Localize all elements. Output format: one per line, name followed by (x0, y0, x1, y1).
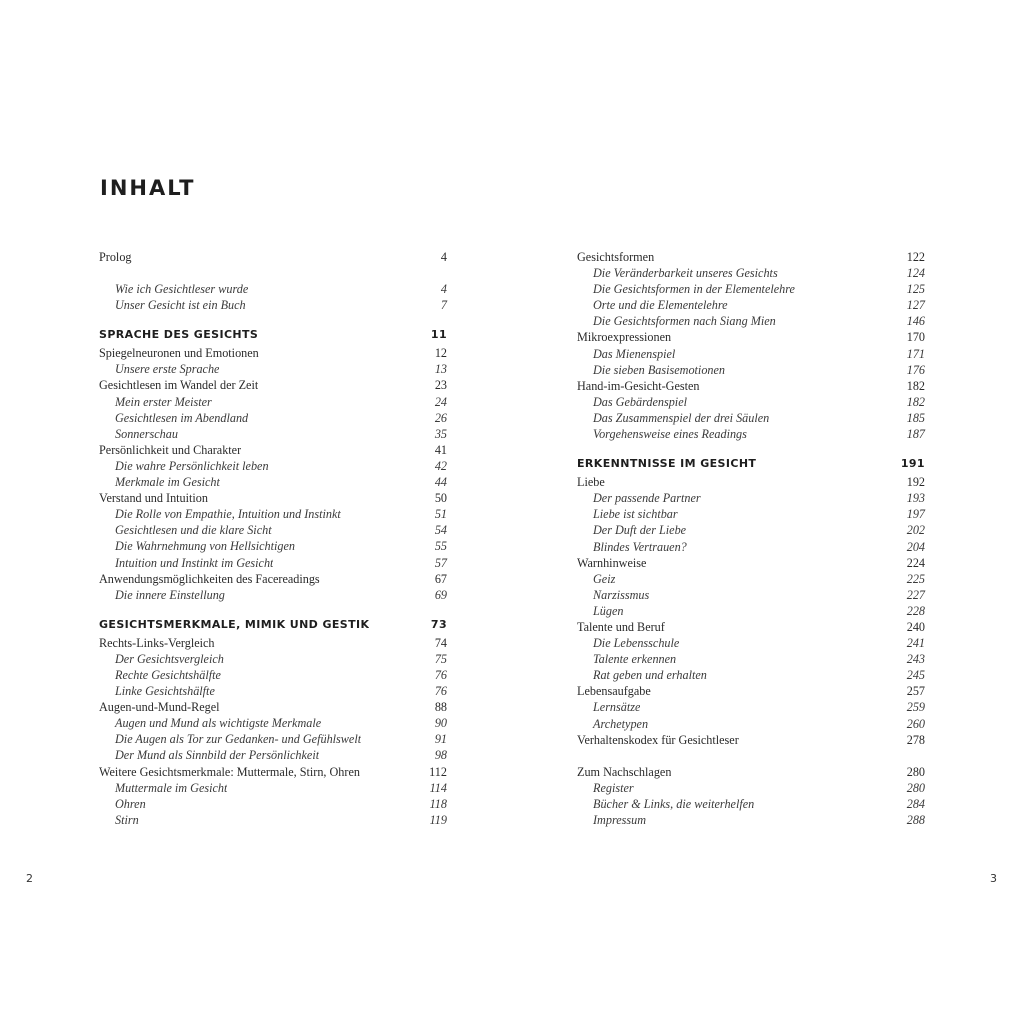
toc-entry-page: 67 (434, 571, 447, 586)
toc-entry-label: Verhaltenskodex für Gesichtleser (577, 732, 739, 747)
toc-entry-sub (577, 490, 925, 506)
toc-entry-sub (577, 780, 925, 796)
toc-entry-sub (577, 265, 925, 281)
toc-entry-label: Archetypen (593, 716, 649, 731)
toc-entry-chapter (577, 764, 925, 780)
toc-entry-page: 224 (906, 555, 925, 570)
toc-entry-label: Narzissmus (593, 587, 650, 602)
toc-entry-sub (99, 683, 447, 699)
toc-entry-label: Die Rolle von Empathie, Intuition und Instinkt (115, 507, 341, 522)
toc-entry-sub (577, 539, 925, 555)
toc-entry-page: 35 (434, 426, 447, 441)
toc-entry-sub (577, 812, 925, 828)
toc-entry-page: 204 (906, 539, 925, 554)
toc-entry-chapter (99, 249, 447, 265)
toc-entry-sub (99, 394, 447, 410)
toc-entry-label: Orte und die Elementelehre (593, 298, 728, 313)
toc-entry-page: 51 (434, 507, 447, 522)
toc-entry-label: Stirn (115, 812, 139, 827)
toc-entry-page: 75 (434, 651, 447, 666)
toc-entry-sub (577, 313, 925, 329)
toc-entry-chapter (577, 732, 925, 748)
toc-entry-page: 23 (434, 378, 447, 393)
toc-entry-page: 11 (430, 328, 447, 342)
toc-entry-label: Blindes Vertrauen? (593, 539, 687, 554)
toc-entry-page: 127 (906, 298, 925, 313)
toc-entry-sub (577, 394, 925, 410)
toc-entry-sub (577, 297, 925, 313)
toc-entry-page: 228 (906, 603, 925, 618)
page-number-right: 3 (990, 872, 997, 885)
toc-right-column (577, 249, 925, 828)
toc-entry-page: 241 (906, 636, 925, 651)
toc-entry-page: 170 (906, 330, 925, 345)
toc-entry-label: Liebe ist sichtbar (593, 507, 678, 522)
toc-entry-page: 119 (429, 812, 447, 827)
toc-entry-page: 288 (906, 813, 925, 827)
toc-entry-page: 171 (906, 346, 925, 361)
toc-entry-chapter (99, 699, 447, 715)
toc-entry-page: 57 (434, 555, 447, 570)
toc-entry-label: Die wahre Persönlichkeit leben (115, 458, 269, 473)
toc-entry-page: 90 (434, 716, 447, 731)
toc-entry-label: Augen und Mund als wichtigste Merkmale (115, 716, 322, 731)
toc-entry-page: 112 (429, 764, 447, 779)
page-number-left: 2 (26, 872, 33, 885)
toc-entry-label: Rechts-Links-Vergleich (99, 635, 215, 650)
toc-entry-page: 74 (434, 635, 447, 650)
toc-entry-sub (99, 361, 447, 377)
toc-entry-page: 125 (906, 282, 925, 297)
toc-entry-chapter (577, 378, 925, 394)
toc-entry-label: Gesichtlesen im Abendland (115, 410, 249, 425)
toc-entry-sub (577, 362, 925, 378)
toc-entry-chapter (99, 442, 447, 458)
toc-entry-label: Muttermale im Gesicht (115, 780, 228, 795)
toc-entry-label: Prolog (99, 250, 132, 264)
toc-entry-page: 76 (434, 667, 447, 682)
toc-entry-page: 227 (906, 587, 925, 602)
toc-entry-page: 187 (906, 427, 925, 442)
toc-entry-sub (99, 796, 447, 812)
toc-entry-sub (577, 667, 925, 683)
toc-entry-sub (99, 281, 447, 297)
toc-entry-page: 146 (906, 314, 925, 329)
toc-entry-page: 12 (434, 346, 447, 361)
toc-entry-section (99, 617, 447, 635)
toc-entry-sub (99, 297, 447, 313)
toc-entry-sub (577, 699, 925, 715)
toc-entry-label: Das Zusammenspiel der drei Säulen (593, 410, 770, 425)
toc-entry-page: 118 (429, 796, 447, 811)
toc-entry-page: 124 (906, 266, 925, 281)
toc-entry-chapter (99, 377, 447, 393)
toc-entry-label: Die innere Einstellung (115, 587, 225, 602)
toc-entry-page: 4 (440, 250, 447, 264)
toc-entry-page: 245 (906, 668, 925, 683)
toc-entry-label: SPRACHE DES GESICHTS (99, 328, 259, 342)
toc-entry-page: 182 (906, 394, 925, 409)
toc-entry-sub (577, 571, 925, 587)
toc-entry-label: Gesichtsformen (577, 250, 655, 264)
toc-entry-label: Register (593, 780, 634, 795)
toc-entry-label: Hand-im-Gesicht-Gesten (577, 378, 700, 393)
toc-entry-page: 280 (906, 780, 925, 795)
toc-entry-page: 50 (434, 491, 447, 506)
toc-entry-label: Sonnerschau (115, 426, 178, 441)
toc-entry-sub (99, 522, 447, 538)
toc-entry-label: Das Gebärdenspiel (593, 394, 687, 409)
toc-entry-page: 197 (906, 507, 925, 522)
toc-entry-label: Die Gesichtsformen nach Siang Mien (593, 314, 776, 329)
toc-entry-page: 240 (906, 619, 925, 634)
toc-entry-page: 54 (434, 523, 447, 538)
toc-entry-page: 41 (434, 442, 447, 457)
toc-entry-page: 26 (434, 410, 447, 425)
toc-entry-page: 98 (434, 748, 447, 763)
toc-entry-label: Warnhinweise (577, 555, 647, 570)
toc-entry-page: 114 (429, 780, 447, 795)
toc-entry-label: Gesichtlesen und die klare Sicht (115, 523, 272, 538)
toc-entry-label: Der Duft der Liebe (593, 523, 687, 538)
toc-entry-chapter (99, 345, 447, 361)
toc-entry-label: Persönlichkeit und Charakter (99, 442, 242, 457)
toc-entry-page: 278 (906, 732, 925, 747)
toc-title: INHALT (100, 176, 196, 200)
toc-entry-page: 176 (906, 362, 925, 377)
toc-entry-label: Intuition und Instinkt im Gesicht (115, 555, 274, 570)
toc-entry-sub (577, 587, 925, 603)
toc-entry-sub (577, 281, 925, 297)
spacer (577, 748, 925, 764)
toc-entry-label: Die Gesichtsformen in der Elementelehre (593, 282, 795, 297)
toc-entry-label: Geiz (593, 571, 616, 586)
toc-entry-label: Die Augen als Tor zur Gedanken- und Gefühlswelt (115, 732, 362, 747)
toc-entry-label: Der Mund als Sinnbild der Persönlichkeit (115, 748, 320, 763)
toc-entry-sub (577, 716, 925, 732)
toc-entry-label: Rat geben und erhalten (593, 668, 707, 683)
toc-entry-label: Ohren (115, 796, 146, 811)
toc-entry-sub (577, 346, 925, 362)
toc-entry-sub (99, 474, 447, 490)
toc-entry-page: 284 (906, 796, 925, 811)
toc-entry-label: Die Wahrnehmung von Hellsichtigen (115, 539, 295, 554)
toc-entry-sub (99, 538, 447, 554)
toc-entry-page: 13 (434, 362, 447, 377)
toc-entry-label: Mikroexpressionen (577, 330, 672, 345)
toc-entry-label: Anwendungsmöglichkeiten des Facereadings (99, 571, 320, 586)
toc-entry-chapter (99, 571, 447, 587)
toc-entry-page: 280 (906, 764, 925, 779)
toc-entry-label: Spiegelneuronen und Emotionen (99, 346, 259, 361)
toc-entry-label: Unser Gesicht ist ein Buch (115, 298, 246, 313)
toc-entry-label: Der Gesichtsvergleich (115, 651, 224, 666)
toc-left-column (99, 249, 447, 828)
toc-entry-chapter (99, 635, 447, 651)
toc-entry-page: 55 (434, 539, 447, 554)
toc-entry-label: Vorgehensweise eines Readings (593, 427, 747, 442)
toc-entry-label: Impressum (593, 813, 647, 827)
toc-entry-sub (99, 667, 447, 683)
toc-entry-page: 193 (906, 491, 925, 506)
toc-entry-chapter (577, 329, 925, 345)
toc-entry-sub (577, 603, 925, 619)
toc-entry-label: Liebe (577, 475, 605, 490)
toc-entry-sub (99, 747, 447, 763)
toc-entry-label: Linke Gesichtshälfte (115, 684, 215, 699)
toc-entry-sub (99, 731, 447, 747)
toc-entry-sub (577, 410, 925, 426)
toc-entry-label: Lebensaufgabe (577, 684, 651, 699)
toc-entry-sub (99, 426, 447, 442)
toc-entry-label: Talente erkennen (593, 652, 677, 667)
toc-entry-chapter (99, 490, 447, 506)
toc-entry-page: 202 (906, 523, 925, 538)
toc-entry-page: 24 (434, 394, 447, 409)
toc-entry-page: 192 (906, 475, 925, 490)
toc-entry-sub (99, 458, 447, 474)
toc-entry-sub (99, 555, 447, 571)
toc-entry-page: 225 (906, 571, 925, 586)
toc-entry-page: 122 (906, 250, 925, 264)
toc-entry-section (577, 456, 925, 474)
toc-entry-page: 182 (906, 378, 925, 393)
toc-entry-label: Lernsätze (593, 700, 641, 715)
toc-entry-label: Gesichtlesen im Wandel der Zeit (99, 378, 259, 393)
toc-entry-sub (99, 780, 447, 796)
toc-entry-sub (99, 651, 447, 667)
toc-entry-label: Talente und Beruf (577, 619, 665, 634)
toc-entry-sub (577, 506, 925, 522)
toc-entry-label: Die Lebensschule (593, 636, 680, 651)
toc-entry-label: Verstand und Intuition (99, 491, 208, 506)
toc-entry-page: 42 (434, 458, 447, 473)
toc-entry-page: 73 (430, 617, 447, 631)
toc-entry-page: 259 (906, 700, 925, 715)
toc-entry-sub (577, 651, 925, 667)
toc-entry-page: 44 (434, 475, 447, 490)
toc-entry-section (99, 327, 447, 345)
toc-entry-page: 7 (440, 298, 447, 313)
toc-entry-sub (577, 796, 925, 812)
toc-entry-chapter (577, 619, 925, 635)
toc-entry-label: Rechte Gesichtshälfte (115, 667, 221, 682)
toc-entry-sub (99, 587, 447, 603)
toc-entry-page: 76 (434, 684, 447, 699)
toc-entry-label: Merkmale im Gesicht (115, 475, 220, 490)
toc-entry-page: 4 (440, 282, 447, 297)
toc-entry-sub (577, 426, 925, 442)
toc-entry-label: Bücher & Links, die weiterhelfen (593, 796, 755, 811)
toc-entry-chapter (577, 249, 925, 265)
toc-entry-label: Mein erster Meister (115, 394, 212, 409)
toc-entry-chapter (577, 683, 925, 699)
toc-entry-sub (577, 522, 925, 538)
toc-entry-label: Das Mienenspiel (593, 346, 676, 361)
toc-entry-sub (99, 506, 447, 522)
toc-entry-label: Zum Nachschlagen (577, 764, 672, 779)
toc-entry-label: Der passende Partner (593, 491, 701, 506)
toc-entry-sub (577, 635, 925, 651)
toc-entry-label: Augen-und-Mund-Regel (99, 700, 220, 715)
toc-entry-page: 260 (906, 716, 925, 731)
toc-entry-page: 88 (434, 700, 447, 715)
toc-entry-page: 91 (434, 732, 447, 747)
toc-entry-label: Lügen (593, 603, 624, 618)
toc-entry-label: Die Veränderbarkeit unseres Gesichts (593, 266, 778, 281)
toc-entry-page: 191 (900, 457, 925, 471)
toc-entry-label: Unsere erste Sprache (115, 362, 220, 377)
toc-entry-page: 257 (906, 684, 925, 699)
toc-entry-label: Die sieben Basisemotionen (593, 362, 726, 377)
toc-entry-label: ERKENNTNISSE IM GESICHT (577, 457, 757, 471)
toc-entry-sub (99, 812, 447, 828)
toc-entry-page: 185 (906, 410, 925, 425)
toc-entry-sub (99, 410, 447, 426)
toc-entry-chapter (577, 474, 925, 490)
toc-entry-sub (99, 715, 447, 731)
spacer (99, 265, 447, 281)
toc-entry-label: Weitere Gesichtsmerkmale: Muttermale, Stirn, Ohren (99, 764, 360, 779)
toc-entry-chapter (99, 764, 447, 780)
toc-entry-chapter (577, 555, 925, 571)
toc-entry-page: 243 (906, 652, 925, 667)
toc-entry-label: Wie ich Gesichtleser wurde (115, 282, 249, 297)
toc-entry-page: 69 (434, 587, 447, 602)
toc-entry-label: GESICHTSMERKMALE, MIMIK UND GESTIK (99, 617, 370, 631)
